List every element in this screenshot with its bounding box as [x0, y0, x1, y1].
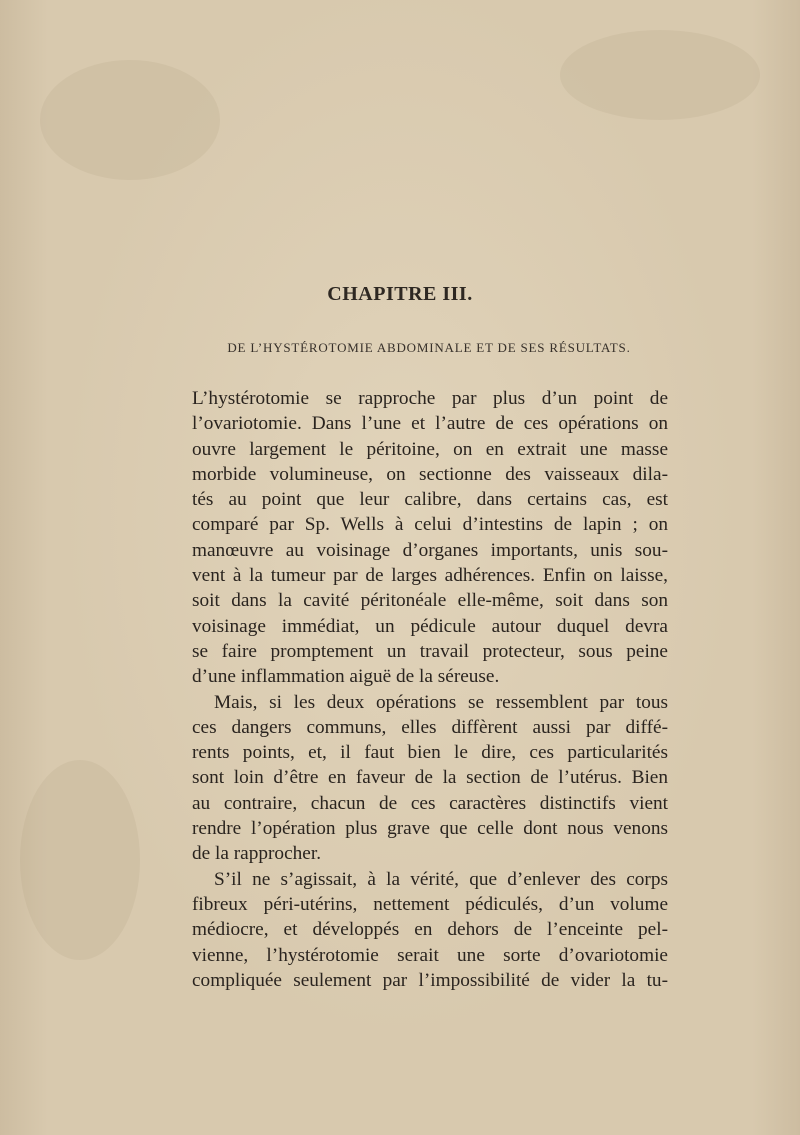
text-line: vienne, l’hystérotomie serait une sorte d’ovariotomie [192, 944, 668, 966]
text-line: tés au point que leur calibre, dans certains cas, est [192, 489, 668, 511]
text-line: Mais, si les deux opérations se ressemblent par tous [214, 691, 668, 713]
text-line: S’il ne s’agissait, à la vérité, que d’enlever des corps [214, 868, 668, 890]
text-line: comparé par Sp. Wells à celui d’intestins de lapin ; on [192, 514, 668, 536]
text-line: de la rapprocher. [192, 843, 322, 865]
text-line: voisinage immédiat, un pédicule autour duquel devra [192, 615, 668, 637]
text-line: rents points, et, il faut bien le dire, ces particularités [192, 742, 668, 764]
text-line: soit dans la cavité péritonéale elle-même, soit dans son [192, 590, 668, 612]
text-line: compliquée seulement par l’impossibilité de vider la tu- [192, 969, 668, 991]
text-line: vent à la tumeur par de larges adhérences. Enfin on laisse, [192, 565, 668, 587]
text-line: ces dangers communs, elles diffèrent aussi par diffé- [192, 716, 668, 738]
text-line: rendre l’opération plus grave que celle dont nous venons [192, 818, 668, 840]
paper-stain [20, 760, 140, 960]
text-line: médiocre, et développés en dehors de l’enceinte pel- [192, 919, 668, 941]
text-line: d’une inflammation aiguë de la séreuse. [192, 666, 500, 688]
text-line: manœuvre au voisinage d’organes importants, unis sou- [192, 539, 668, 561]
paragraph [192, 386, 668, 690]
paper-stain [560, 30, 760, 120]
chapter-title: CHAPITRE III. [327, 283, 473, 305]
paragraph [192, 690, 668, 867]
text-line: au contraire, chacun de ces caractères distinctifs vient [192, 792, 668, 814]
text-line: L’hystérotomie se rapproche par plus d’un point de [192, 388, 668, 409]
text-line: sont loin d’être en faveur de la section de l’utérus. Bien [192, 767, 668, 789]
text-line: morbide volumineuse, on sectionne des vaisseaux dila- [192, 463, 668, 485]
paper-stain [40, 60, 220, 180]
text-line: fibreux péri-utérins, nettement pédiculés, d’un volume [192, 893, 668, 915]
paragraph [192, 867, 668, 993]
text-line: se faire promptement un travail protecteur, sous peine [192, 640, 668, 662]
body-text [192, 386, 668, 993]
chapter-subtitle: DE L’HYSTÉROTOMIE ABDOMINALE ET DE SES RÉSULTATS. [227, 340, 631, 355]
text-line: l’ovariotomie. Dans l’une et l’autre de ces opérations on [192, 413, 668, 435]
text-line: ouvre largement le péritoine, on en extrait une masse [192, 438, 668, 460]
